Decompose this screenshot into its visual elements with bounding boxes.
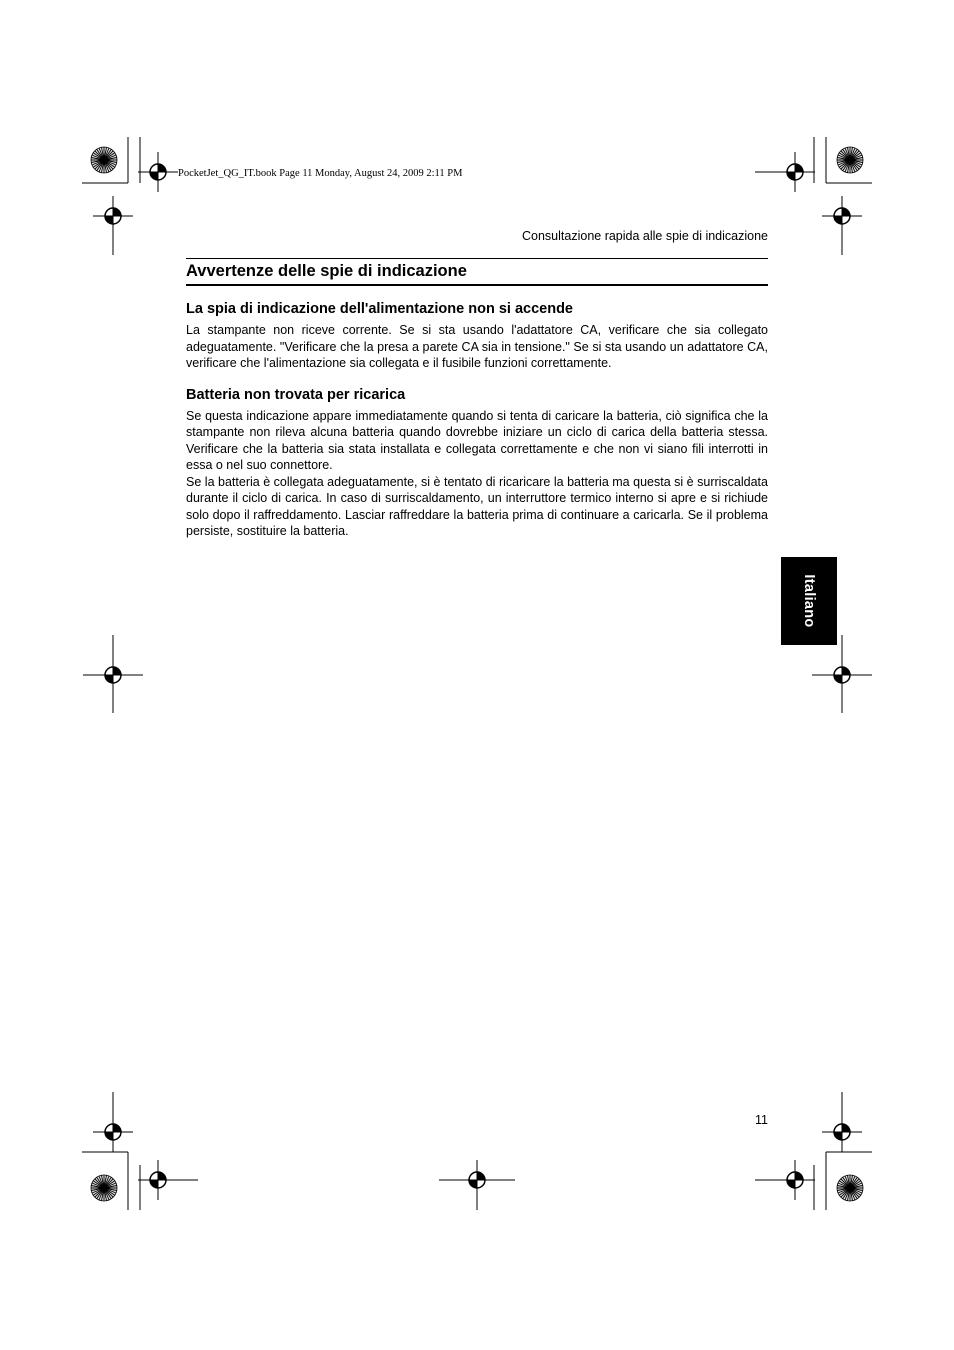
registration-mark-icon	[822, 196, 862, 236]
star-target-icon	[91, 1175, 117, 1201]
registration-mark-icon	[138, 152, 178, 192]
running-header: Consultazione rapida alle spie di indicazione	[522, 229, 768, 243]
language-tab-label: Italiano	[801, 574, 817, 628]
registration-mark-icon	[775, 1160, 815, 1200]
registration-mark-icon	[93, 1112, 133, 1152]
registration-mark-icon	[138, 1160, 178, 1200]
print-slug: PocketJet_QG_IT.book Page 11 Monday, August 24, 2009 2:11 PM	[178, 168, 463, 179]
page-number: 11	[755, 1113, 768, 1127]
star-target-icon	[837, 1175, 863, 1201]
registration-mark-icon	[93, 655, 133, 695]
section-title: Avvertenze delle spie di indicazione	[186, 258, 768, 286]
subsection-title-battery: Batteria non trovata per ricarica	[186, 386, 406, 403]
body-paragraph: La stampante non riceve corrente. Se si sta usando l'adattatore CA, verificare che sia collegato adeguatamente. "Verificare che la presa a parete CA sia in tensione." Se si sta usando un adattatore CA, verificare che l'alimentazione sia collegata e il fusibile funzioni correttamente.	[186, 323, 768, 370]
registration-mark-icon	[457, 1160, 497, 1200]
registration-mark-icon	[822, 1112, 862, 1152]
registration-mark-icon	[775, 152, 815, 192]
registration-mark-icon	[93, 196, 133, 236]
body-paragraph: Se questa indicazione appare immediatamente quando si tenta di caricare la batteria, ciò significa che la stampante non rileva alcuna batteria quando dovrebbe iniziare un ciclo di carica della batteria stessa. Verificare che la batteria sia stata installata e collegata correttamente e che non vi siano fili interrotti in essa o nel suo connettore.	[186, 408, 768, 472]
subsection-title-power-led: La spia di indicazione dell'alimentazione non si accende	[186, 301, 573, 317]
star-target-icon	[91, 147, 117, 173]
body-paragraph: Se la batteria è collegata adeguatamente, si è tentato di ricaricare la batteria ma questa si è surriscaldata durante il ciclo di carica. In caso di surriscaldamento, un interruttore termico interno si apre e si richiude solo dopo il raffreddamento. Lasciar raffreddare la batteria prima di continuare a caricarla. Se il problema persiste, sostituire la batteria.	[186, 474, 768, 538]
star-target-icon	[837, 147, 863, 173]
language-tab	[781, 557, 837, 645]
registration-mark-icon	[822, 655, 862, 695]
main-content	[186, 258, 768, 540]
